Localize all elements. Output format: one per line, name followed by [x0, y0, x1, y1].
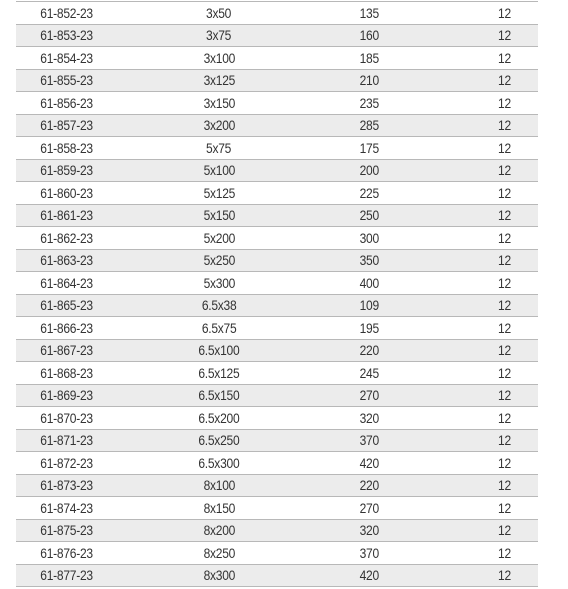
- length-cell-text: 420: [359, 454, 379, 471]
- article-number-cell: [16, 542, 144, 565]
- size-cell-text: 5x75: [206, 139, 232, 156]
- pack-quantity-cell: [444, 317, 538, 340]
- pack-quantity-cell: [444, 452, 538, 475]
- length-cell: [294, 69, 444, 92]
- product-table-body: [16, 2, 538, 587]
- length-cell-text: 320: [359, 409, 379, 426]
- pack-quantity-cell: [444, 407, 538, 430]
- size-cell: [144, 452, 294, 475]
- length-cell-text: 285: [359, 117, 379, 134]
- article-number-cell: [16, 182, 144, 205]
- table-row: [16, 69, 538, 92]
- pack-quantity-cell: [444, 204, 538, 227]
- article-number-cell-text: 61-857-23: [40, 117, 93, 134]
- pack-quantity-cell-text: 12: [498, 522, 511, 539]
- pack-quantity-cell: [444, 92, 538, 115]
- pack-quantity-cell-text: 12: [498, 499, 511, 516]
- size-cell-text: 8x200: [203, 522, 235, 539]
- pack-quantity-cell: [444, 519, 538, 542]
- article-number-cell-text: 61-869-23: [40, 387, 93, 404]
- length-cell-text: 270: [359, 499, 379, 516]
- pack-quantity-cell-text: 12: [498, 544, 511, 561]
- size-cell-text: 3x150: [203, 94, 235, 111]
- size-cell: [144, 182, 294, 205]
- article-number-cell: [16, 339, 144, 362]
- size-cell: [144, 249, 294, 272]
- size-cell-text: 8x300: [203, 567, 235, 584]
- pack-quantity-cell: [444, 24, 538, 47]
- table-row: [16, 227, 538, 250]
- length-cell: [294, 182, 444, 205]
- size-cell: [144, 542, 294, 565]
- length-cell: [294, 137, 444, 160]
- pack-quantity-cell-text: 12: [498, 342, 511, 359]
- size-cell-text: 3x125: [203, 72, 235, 89]
- length-cell-text: 245: [359, 364, 379, 381]
- article-number-cell: [16, 452, 144, 475]
- pack-quantity-cell-text: 12: [498, 162, 511, 179]
- size-cell-text: 5x150: [203, 207, 235, 224]
- pack-quantity-cell-text: 12: [498, 229, 511, 246]
- size-cell-text: 3x50: [206, 4, 232, 21]
- length-cell-text: 370: [359, 544, 379, 561]
- pack-quantity-cell-text: 12: [498, 252, 511, 269]
- article-number-cell: [16, 407, 144, 430]
- article-number-cell-text: 61-862-23: [40, 229, 93, 246]
- pack-quantity-cell: [444, 474, 538, 497]
- length-cell: [294, 249, 444, 272]
- length-cell: [294, 339, 444, 362]
- table-row: [16, 452, 538, 475]
- table-row: [16, 182, 538, 205]
- length-cell-text: 210: [359, 72, 379, 89]
- length-cell: [294, 227, 444, 250]
- length-cell: [294, 564, 444, 587]
- size-cell: [144, 92, 294, 115]
- size-cell-text: 5x100: [203, 162, 235, 179]
- article-number-cell-text: 61-855-23: [40, 72, 93, 89]
- length-cell-text: 250: [359, 207, 379, 224]
- table-row: [16, 317, 538, 340]
- length-cell-text: 135: [359, 4, 379, 21]
- length-cell-text: 320: [359, 522, 379, 539]
- pack-quantity-cell-text: 12: [498, 364, 511, 381]
- article-number-cell: [16, 159, 144, 182]
- length-cell: [294, 272, 444, 295]
- length-cell-text: 400: [359, 274, 379, 291]
- pack-quantity-cell-text: 12: [498, 432, 511, 449]
- article-number-cell-text: 61-873-23: [40, 477, 93, 494]
- length-cell-text: 225: [359, 184, 379, 201]
- size-cell-text: 6.5x150: [198, 387, 240, 404]
- pack-quantity-cell: [444, 47, 538, 70]
- article-number-cell: [16, 362, 144, 385]
- pack-quantity-cell: [444, 429, 538, 452]
- size-cell: [144, 564, 294, 587]
- table-row: [16, 564, 538, 587]
- length-cell: [294, 519, 444, 542]
- article-number-cell-text: 61-866-23: [40, 319, 93, 336]
- article-number-cell-text: 61-852-23: [40, 4, 93, 21]
- size-cell: [144, 384, 294, 407]
- size-cell: [144, 24, 294, 47]
- product-table-container: [16, 1, 538, 587]
- length-cell: [294, 452, 444, 475]
- article-number-cell: [16, 114, 144, 137]
- article-number-cell: [16, 384, 144, 407]
- length-cell-text: 109: [359, 297, 379, 314]
- pack-quantity-cell-text: 12: [498, 184, 511, 201]
- size-cell-text: 8x250: [203, 544, 235, 561]
- size-cell-text: 5x300: [203, 274, 235, 291]
- length-cell-text: 270: [359, 387, 379, 404]
- table-row: [16, 159, 538, 182]
- pack-quantity-cell-text: 12: [498, 319, 511, 336]
- pack-quantity-cell-text: 12: [498, 567, 511, 584]
- length-cell-text: 420: [359, 567, 379, 584]
- size-cell-text: 5x200: [203, 229, 235, 246]
- length-cell-text: 160: [359, 27, 379, 44]
- article-number-cell-text: 61-863-23: [40, 252, 93, 269]
- table-row: [16, 272, 538, 295]
- article-number-cell-text: 61-859-23: [40, 162, 93, 179]
- pack-quantity-cell: [444, 272, 538, 295]
- table-row: [16, 92, 538, 115]
- length-cell: [294, 474, 444, 497]
- table-row: [16, 542, 538, 565]
- length-cell-text: 220: [359, 477, 379, 494]
- size-cell-text: 6.5x250: [198, 432, 240, 449]
- length-cell: [294, 294, 444, 317]
- pack-quantity-cell: [444, 69, 538, 92]
- pack-quantity-cell-text: 12: [498, 27, 511, 44]
- size-cell: [144, 407, 294, 430]
- pack-quantity-cell: [444, 384, 538, 407]
- article-number-cell-text: 61-858-23: [40, 139, 93, 156]
- pack-quantity-cell: [444, 227, 538, 250]
- article-number-cell-text: 61-854-23: [40, 49, 93, 66]
- pack-quantity-cell: [444, 497, 538, 520]
- size-cell: [144, 2, 294, 25]
- article-number-cell-text: 61-868-23: [40, 364, 93, 381]
- table-row: [16, 2, 538, 25]
- length-cell: [294, 362, 444, 385]
- pack-quantity-cell-text: 12: [498, 477, 511, 494]
- table-row: [16, 339, 538, 362]
- table-row: [16, 519, 538, 542]
- article-number-cell-text: 61-865-23: [40, 297, 93, 314]
- pack-quantity-cell-text: 12: [498, 454, 511, 471]
- article-number-cell: [16, 294, 144, 317]
- pack-quantity-cell-text: 12: [498, 72, 511, 89]
- article-number-cell: [16, 204, 144, 227]
- article-number-cell: [16, 429, 144, 452]
- length-cell-text: 370: [359, 432, 379, 449]
- size-cell-text: 3x75: [206, 27, 232, 44]
- pack-quantity-cell-text: 12: [498, 297, 511, 314]
- length-cell: [294, 317, 444, 340]
- size-cell: [144, 159, 294, 182]
- length-cell: [294, 47, 444, 70]
- article-number-cell: [16, 249, 144, 272]
- article-number-cell-text: 61-861-23: [40, 207, 93, 224]
- size-cell: [144, 519, 294, 542]
- article-number-cell: [16, 24, 144, 47]
- length-cell: [294, 24, 444, 47]
- length-cell: [294, 204, 444, 227]
- article-number-cell: [16, 92, 144, 115]
- size-cell: [144, 47, 294, 70]
- size-cell-text: 8x150: [203, 499, 235, 516]
- pack-quantity-cell-text: 12: [498, 387, 511, 404]
- article-number-cell-text: 61-856-23: [40, 94, 93, 111]
- length-cell-text: 185: [359, 49, 379, 66]
- table-row: [16, 24, 538, 47]
- length-cell-text: 175: [359, 139, 379, 156]
- size-cell: [144, 339, 294, 362]
- table-row: [16, 429, 538, 452]
- pack-quantity-cell-text: 12: [498, 117, 511, 134]
- article-number-cell-text: 61-872-23: [40, 454, 93, 471]
- article-number-cell-text: 61-853-23: [40, 27, 93, 44]
- pack-quantity-cell: [444, 159, 538, 182]
- size-cell: [144, 294, 294, 317]
- size-cell-text: 3x100: [203, 49, 235, 66]
- article-number-cell-text: 61-860-23: [40, 184, 93, 201]
- size-cell: [144, 204, 294, 227]
- length-cell: [294, 542, 444, 565]
- table-row: [16, 114, 538, 137]
- length-cell-text: 195: [359, 319, 379, 336]
- article-number-cell-text: 61-867-23: [40, 342, 93, 359]
- length-cell-text: 200: [359, 162, 379, 179]
- article-number-cell-text: 61-871-23: [40, 432, 93, 449]
- article-number-cell-text: 61-864-23: [40, 274, 93, 291]
- length-cell: [294, 92, 444, 115]
- pack-quantity-cell: [444, 114, 538, 137]
- length-cell: [294, 407, 444, 430]
- table-row: [16, 384, 538, 407]
- size-cell-text: 5x250: [203, 252, 235, 269]
- size-cell: [144, 317, 294, 340]
- pack-quantity-cell: [444, 564, 538, 587]
- article-number-cell: [16, 47, 144, 70]
- size-cell: [144, 272, 294, 295]
- pack-quantity-cell: [444, 362, 538, 385]
- length-cell: [294, 159, 444, 182]
- table-row: [16, 204, 538, 227]
- table-row: [16, 294, 538, 317]
- article-number-cell: [16, 317, 144, 340]
- article-number-cell: [16, 227, 144, 250]
- size-cell-text: 6.5x125: [198, 364, 240, 381]
- article-number-cell: [16, 519, 144, 542]
- table-row: [16, 137, 538, 160]
- article-number-cell: [16, 69, 144, 92]
- article-number-cell-text: 61-877-23: [40, 567, 93, 584]
- length-cell: [294, 114, 444, 137]
- size-cell-text: 8x100: [203, 477, 235, 494]
- table-row: [16, 249, 538, 272]
- article-number-cell-text: 61-875-23: [40, 522, 93, 539]
- size-cell: [144, 362, 294, 385]
- size-cell-text: 6.5x200: [198, 409, 240, 426]
- pack-quantity-cell: [444, 182, 538, 205]
- pack-quantity-cell-text: 12: [498, 207, 511, 224]
- table-row: [16, 497, 538, 520]
- size-cell: [144, 137, 294, 160]
- table-row: [16, 47, 538, 70]
- size-cell-text: 5x125: [203, 184, 235, 201]
- size-cell-text: 3x200: [203, 117, 235, 134]
- size-cell-text: 6.5x100: [198, 342, 240, 359]
- length-cell-text: 235: [359, 94, 379, 111]
- article-number-cell: [16, 137, 144, 160]
- table-row: [16, 407, 538, 430]
- length-cell-text: 300: [359, 229, 379, 246]
- pack-quantity-cell: [444, 339, 538, 362]
- pack-quantity-cell: [444, 542, 538, 565]
- article-number-cell-text: 61-870-23: [40, 409, 93, 426]
- size-cell: [144, 69, 294, 92]
- table-row: [16, 362, 538, 385]
- pack-quantity-cell-text: 12: [498, 409, 511, 426]
- pack-quantity-cell-text: 12: [498, 94, 511, 111]
- pack-quantity-cell: [444, 249, 538, 272]
- pack-quantity-cell-text: 12: [498, 4, 511, 21]
- length-cell: [294, 429, 444, 452]
- article-number-cell: [16, 564, 144, 587]
- product-table: [16, 1, 538, 587]
- pack-quantity-cell-text: 12: [498, 274, 511, 291]
- size-cell-text: 6.5x300: [198, 454, 240, 471]
- table-row: [16, 474, 538, 497]
- size-cell: [144, 227, 294, 250]
- article-number-cell-text: 61-876-23: [40, 544, 93, 561]
- length-cell-text: 350: [359, 252, 379, 269]
- article-number-cell: [16, 2, 144, 25]
- pack-quantity-cell-text: 12: [498, 139, 511, 156]
- length-cell: [294, 2, 444, 25]
- size-cell: [144, 474, 294, 497]
- size-cell-text: 6.5x38: [201, 297, 237, 314]
- pack-quantity-cell: [444, 137, 538, 160]
- size-cell-text: 6.5x75: [201, 319, 237, 336]
- article-number-cell: [16, 272, 144, 295]
- article-number-cell: [16, 474, 144, 497]
- length-cell-text: 220: [359, 342, 379, 359]
- size-cell: [144, 497, 294, 520]
- length-cell: [294, 384, 444, 407]
- pack-quantity-cell-text: 12: [498, 49, 511, 66]
- pack-quantity-cell: [444, 2, 538, 25]
- pack-quantity-cell: [444, 294, 538, 317]
- article-number-cell: [16, 497, 144, 520]
- size-cell: [144, 429, 294, 452]
- article-number-cell-text: 61-874-23: [40, 499, 93, 516]
- length-cell: [294, 497, 444, 520]
- size-cell: [144, 114, 294, 137]
